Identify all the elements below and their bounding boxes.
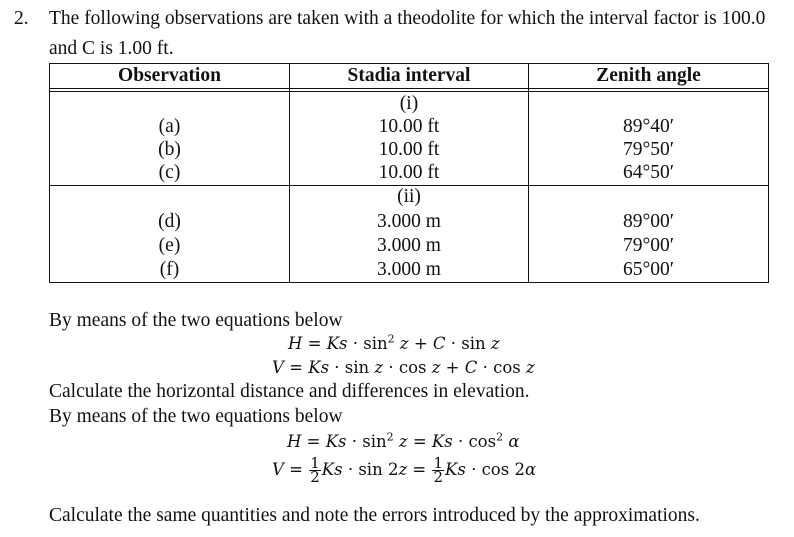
equation-horizontal-exact: $H = Ks \cdot \sin^2 z + C \cdot \sin z$ bbox=[288, 332, 500, 353]
table-row-e-angle: 79°00′ bbox=[622, 235, 675, 256]
table-row-d-interval: 3.000 m bbox=[377, 211, 441, 232]
problem-number: 2. bbox=[14, 8, 29, 29]
table-row-f-angle: 65°00′ bbox=[622, 259, 675, 280]
problem-intro-line1: The following observations are taken with a theodolite for which the interval factor is 100.0 bbox=[49, 8, 766, 29]
table-row-a-interval: 10.00 ft bbox=[378, 116, 440, 137]
table-row-e-interval: 3.000 m bbox=[377, 235, 441, 256]
equation-horizontal-approx: $H = Ks \cdot \sin^2 z = Ks \cdot \cos^2 \alpha$ bbox=[287, 430, 520, 451]
table-row-e-obs: (e) bbox=[158, 235, 181, 256]
group-label-ii: (ii) bbox=[397, 186, 421, 207]
table-row-c-angle: 64°50′ bbox=[622, 162, 675, 183]
table-row-c-obs: (c) bbox=[158, 162, 181, 183]
table-row-d-obs: (d) bbox=[158, 211, 181, 232]
table-row-f-interval: 3.000 m bbox=[377, 259, 441, 280]
table-row-b-angle: 79°50′ bbox=[622, 139, 675, 160]
problem-intro-line2: and C is 1.00 ft. bbox=[49, 38, 174, 59]
part1-instruction: Calculate the horizontal distance and differences in elevation. bbox=[49, 381, 530, 402]
table-row-b-obs: (b) bbox=[158, 139, 181, 160]
table-row-a-angle: 89°40′ bbox=[622, 116, 675, 137]
table-row-f-obs: (f) bbox=[159, 259, 180, 280]
part2-intro: By means of the two equations below bbox=[49, 406, 343, 427]
table-row-d-angle: 89°00′ bbox=[622, 211, 675, 232]
table-row-b-interval: 10.00 ft bbox=[378, 139, 440, 160]
equation-vertical-approx: V = $\frac{1}{2}$ Ks · sin 2z = $\frac{1}{2}$ Ks · cos 2α bbox=[272, 454, 537, 486]
table-row-a-obs: (a) bbox=[158, 116, 181, 137]
equation-vertical-exact: V = Ks · sin z · cos z + C · cos z bbox=[272, 358, 535, 377]
table-row-c-interval: 10.00 ft bbox=[378, 162, 440, 183]
header-observation: Observation bbox=[118, 65, 221, 86]
part2-instruction: Calculate the same quantities and note the errors introduced by the approximations. bbox=[49, 505, 700, 526]
header-stadia-interval: Stadia interval bbox=[347, 65, 471, 86]
header-zenith-angle: Zenith angle bbox=[596, 65, 701, 86]
part1-intro: By means of the two equations below bbox=[49, 310, 343, 331]
group-label-i: (i) bbox=[399, 93, 419, 114]
